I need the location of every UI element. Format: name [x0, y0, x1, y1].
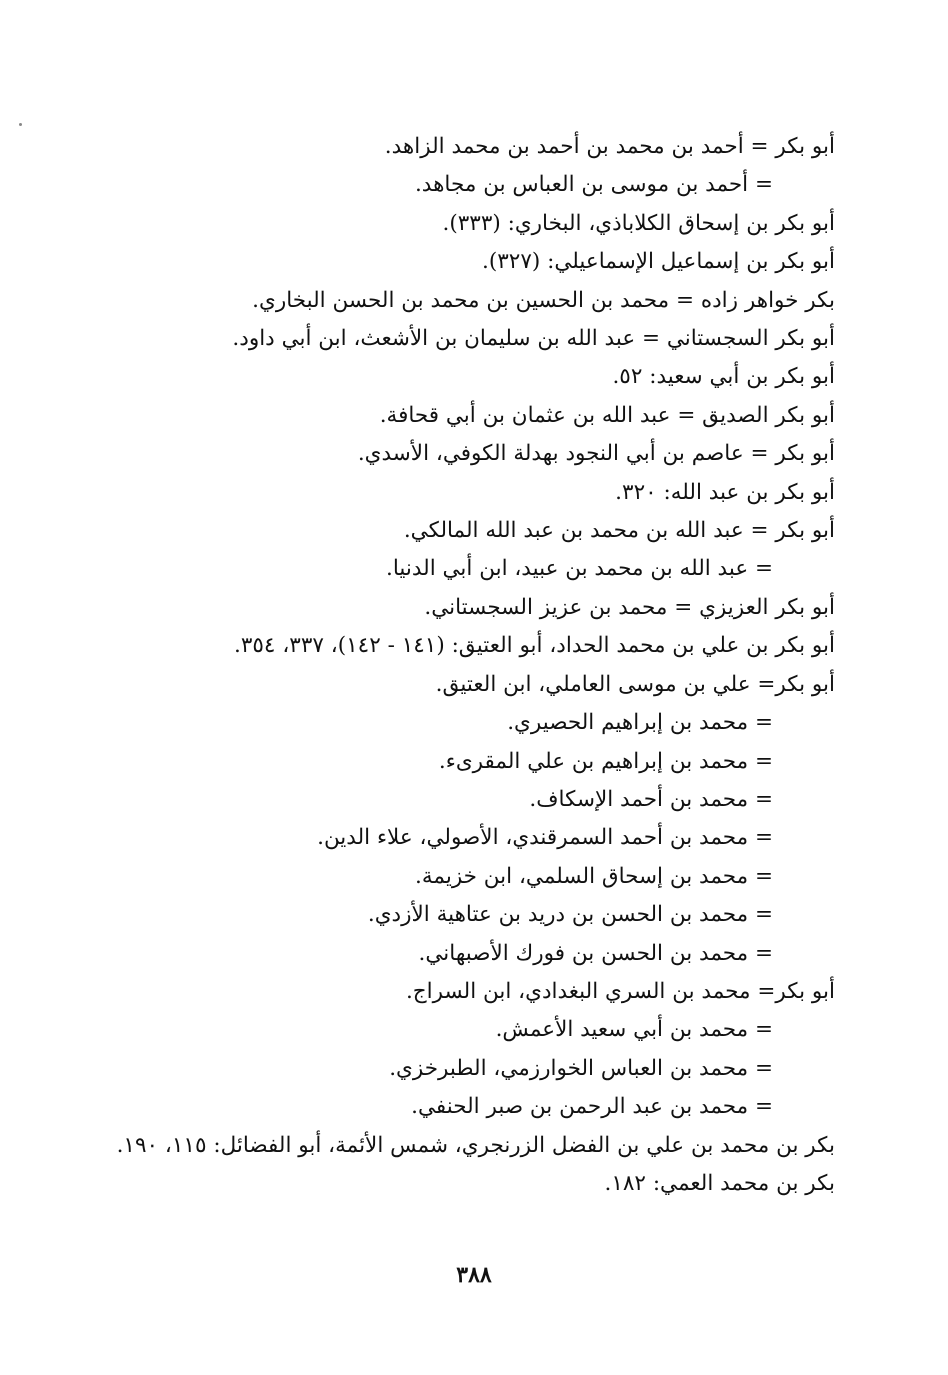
- index-subentry: = محمد بن العباس الخوارزمي، الطبرخزي.: [389, 1055, 773, 1081]
- index-entry: أبو بكر= محمد بن السري البغدادي، ابن السراج.: [405, 978, 835, 1004]
- index-entry: بكر بن محمد العمي: ١٨٢.: [604, 1170, 835, 1196]
- index-subentry: = محمد بن عبد الرحمن بن صبر الحنفي.: [411, 1094, 773, 1120]
- index-entry: أبو بكر بن علي بن محمد الحداد، أبو العتيق: (١٤١ - ١٤٢)، ٣٣٧، ٣٥٤.: [233, 633, 835, 659]
- index-entry: أبو بكر الصديق = عبد الله بن عثمان بن أبي قحافة.: [379, 402, 835, 428]
- index-entry: أبو بكر = عبد الله بن محمد بن عبد الله المالكي.: [403, 518, 835, 544]
- index-entry: أبو بكر = أحمد بن محمد بن أحمد بن محمد الزاهد.: [384, 134, 835, 159]
- scan-speck: [19, 123, 22, 126]
- index-entry: أبو بكر بن أبي سعيد: ٥٢.: [612, 364, 835, 390]
- index-entry: بكر خواهر زاده = محمد بن الحسين بن محمد بن الحسن البخاري.: [252, 287, 835, 313]
- page-number: ٣٨٨: [456, 1262, 492, 1288]
- index-subentry: = محمد بن أحمد الإسكاف.: [529, 786, 773, 812]
- index-entry: أبو بكر العزيزي = محمد بن عزيز السجستاني.: [424, 594, 835, 620]
- index-subentry: = محمد بن إسحاق السلمي، ابن خزيمة.: [415, 863, 773, 889]
- index-entry: أبو بكر بن إسحاق الكلاباذي، البخاري: (٣٣٣).: [442, 210, 835, 236]
- index-entry: أبو بكر السجستاني = عبد الله بن سليمان بن الأشعث، ابن أبي داود.: [232, 326, 835, 352]
- index-subentry: = محمد بن الحسن بن دريد بن عتاهية الأزدي.: [367, 902, 773, 928]
- index-subentry: = محمد بن إبراهيم الحصيري.: [507, 710, 773, 736]
- index-entries-list: [105, 128, 835, 1203]
- index-entry: أبو بكر بن إسماعيل الإسماعيلي: (٣٢٧).: [482, 249, 835, 275]
- index-entry: بكر بن محمد بن علي بن الفضل الزرنجري، شمس الأئمة، أبو الفضائل: ١١٥، ١٩٠.: [116, 1132, 835, 1158]
- index-entry: أبو بكر = عاصم بن أبي النجود بهدلة الكوفي، الأسدي.: [357, 441, 835, 467]
- index-subentry: = أحمد بن موسى بن العباس بن مجاهد.: [414, 172, 773, 198]
- index-subentry: = محمد بن أحمد السمرقندي، الأصولي، علاء الدين.: [317, 825, 773, 851]
- index-subentry: = محمد بن أبي سعيد الأعمش.: [495, 1017, 773, 1043]
- index-subentry: = عبد الله بن محمد بن عبيد، ابن أبي الدنيا.: [386, 556, 773, 582]
- index-entry: أبو بكر= علي بن موسى العاملي، ابن العتيق.: [435, 671, 835, 697]
- index-entry: أبو بكر بن عبد الله: ٣٢٠.: [615, 479, 835, 505]
- index-subentry: = محمد بن إبراهيم بن علي المقرىء.: [438, 748, 773, 774]
- index-subentry: = محمد بن الحسن بن فورك الأصبهاني.: [418, 940, 773, 966]
